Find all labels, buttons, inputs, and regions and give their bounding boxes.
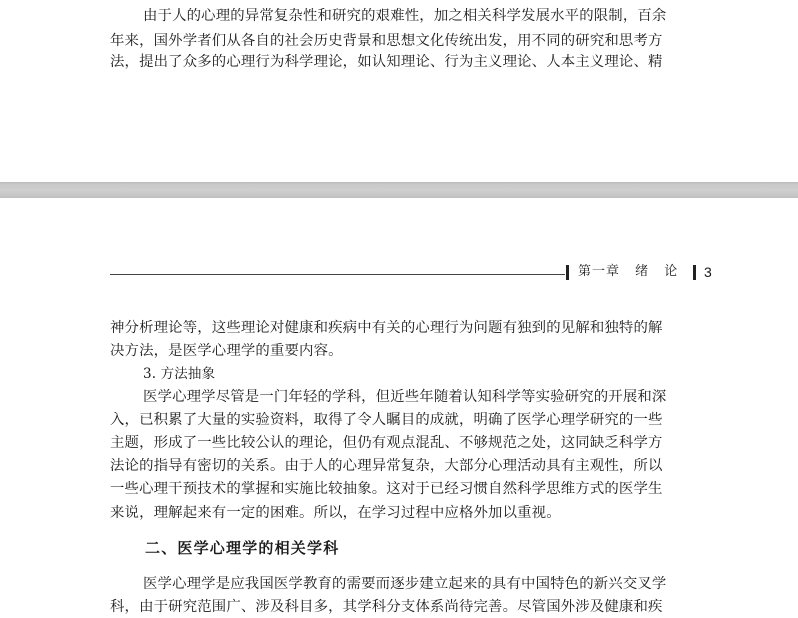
document-page-upper [0, 0, 798, 182]
page-number: 3 [704, 264, 712, 280]
paragraph-line: 决方法，是医学心理学的重要内容。 [110, 343, 343, 359]
paragraph-line: 主题，形成了一些比较公认的理论，但仍有观点混乱、不够规范之处，这同缺乏科学方 [110, 435, 663, 451]
paragraph-line: 入，已积累了大量的实验资料，取得了令人瞩目的成就，明确了医学心理学研究的一些 [110, 412, 663, 428]
section-heading: 二、医学心理学的相关学科 [145, 539, 340, 557]
paragraph-line: 医学心理学是应我国医学教育的需要而逐步建立起来的具有中国特色的新兴交叉学 [143, 576, 667, 592]
document-page-lower [0, 198, 798, 618]
paragraph-line: 一些心理干预技术的掌握和实施比较抽象。这对于已经习惯自然科学思维方式的医学生 [110, 481, 663, 497]
subsection-heading: 3. 方法抽象 [143, 366, 216, 382]
paragraph-line: 年来，国外学者们从各自的社会历史背景和思想文化传统出发，用不同的研究和思考方 [110, 33, 663, 49]
paragraph-line: 法，提出了众多的心理行为科学理论，如认知理论、行为主义理论、人本主义理论、精 [110, 54, 663, 70]
running-header-rule [110, 274, 565, 275]
running-header-chapter: 第一章 绪 论 [578, 264, 679, 279]
paragraph-line: 来说，理解起来有一定的困难。所以，在学习过程中应格外加以重视。 [110, 505, 561, 521]
header-bar-right [693, 265, 696, 280]
header-bar-left [566, 265, 569, 280]
paragraph-line: 医学心理学尽管是一门年轻的学科，但近些年随着认知科学等实验研究的开展和深 [143, 389, 667, 405]
paragraph-line: 法论的指导有密切的关系。由于人的心理异常复杂，大部分心理活动具有主观性，所以 [110, 458, 663, 474]
paragraph-line: 神分析理论等，这些理论对健康和疾病中有关的心理行为问题有独到的见解和独特的解 [110, 320, 663, 336]
paragraph-line: 由于人的心理的异常复杂性和研究的艰难性，加之相关科学发展水平的限制，百余 [143, 8, 667, 24]
paragraph-line: 科，由于研究范围广、涉及科目多，其学科分支体系尚待完善。尽管国外涉及健康和疾 [110, 599, 663, 615]
page-separator [0, 182, 798, 198]
